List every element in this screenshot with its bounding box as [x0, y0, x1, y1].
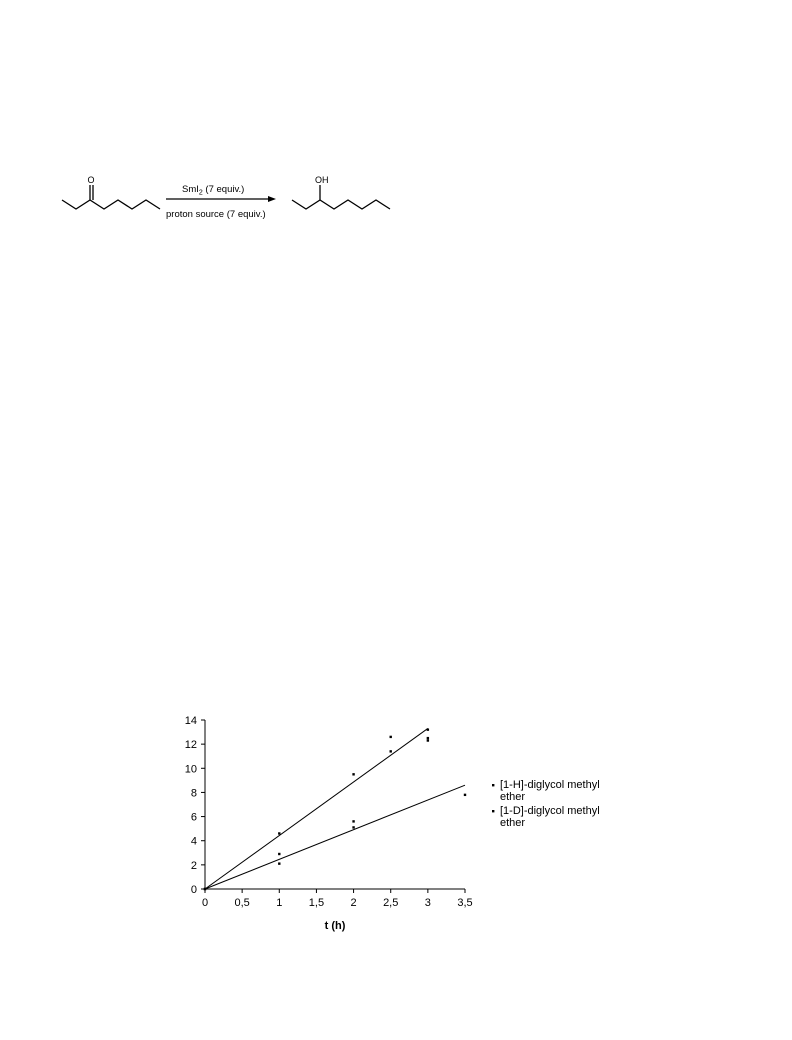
y-tick-label: 4	[190, 835, 197, 848]
x-tick-label: 1,5	[308, 897, 325, 909]
y-tick-label: 10	[184, 763, 197, 776]
reactant-structure	[62, 175, 160, 209]
reagent-line-1: SmI$_2$ (7 equiv.)	[182, 184, 245, 197]
y-tick-label: 6	[190, 811, 197, 824]
trendline-series-1	[205, 728, 428, 889]
data-point-series-1	[352, 773, 354, 775]
product-structure	[292, 175, 390, 209]
data-point-series-1	[278, 832, 280, 834]
x-axis-title: t (h)	[324, 920, 346, 932]
reactant-chain	[62, 200, 160, 209]
data-point-series-2	[464, 794, 466, 796]
legend-marker-series-2	[492, 810, 494, 812]
x-tick-label: 0,5	[234, 897, 250, 909]
x-tick-label: 3,5	[457, 897, 473, 909]
data-point-series-2	[352, 820, 354, 822]
data-point-series-2	[427, 739, 429, 741]
data-point-series-1	[390, 736, 392, 738]
data-point-series-2	[278, 862, 280, 864]
data-point-series-2	[352, 826, 354, 828]
legend-label-series-1: [1-H]-diglycol methyl	[500, 779, 600, 791]
legend-label-series-2: [1-D]-diglycol methyl	[500, 805, 600, 817]
data-point-series-2	[204, 888, 206, 890]
x-tick-label: 1	[276, 897, 283, 909]
data-point-series-2	[278, 853, 280, 855]
data-point-series-1	[427, 737, 429, 739]
reagent-line-2: proton source (7 equiv.)	[166, 209, 266, 220]
x-tick-label: 0	[201, 897, 209, 909]
kinetics-chart	[160, 700, 640, 950]
y-tick-label: 12	[184, 739, 197, 752]
data-point-series-1	[427, 728, 429, 730]
reaction-arrow-group	[166, 184, 276, 220]
legend-label-series-2: ether	[500, 817, 526, 829]
reaction-scheme-svg	[40, 160, 460, 250]
data-point-series-1	[390, 750, 392, 752]
x-tick-label: 2,5	[383, 897, 399, 909]
product-chain	[292, 200, 390, 209]
product-hydroxyl-label: OH	[315, 175, 329, 185]
reaction-arrow-head	[268, 196, 276, 202]
y-tick-label: 2	[190, 859, 197, 872]
kinetics-chart-svg	[160, 700, 640, 950]
legend-label-series-1: ether	[500, 791, 526, 803]
x-tick-label: 2	[350, 897, 357, 909]
legend-marker-series-1	[492, 784, 494, 786]
x-tick-label: 3	[424, 897, 431, 909]
y-tick-label: 14	[184, 715, 197, 727]
y-tick-label: 8	[190, 787, 197, 800]
reactant-oxygen-label: O	[87, 175, 95, 185]
reaction-scheme	[40, 160, 460, 250]
trendline-series-2	[205, 785, 465, 889]
y-tick-label: 0	[190, 884, 197, 896]
